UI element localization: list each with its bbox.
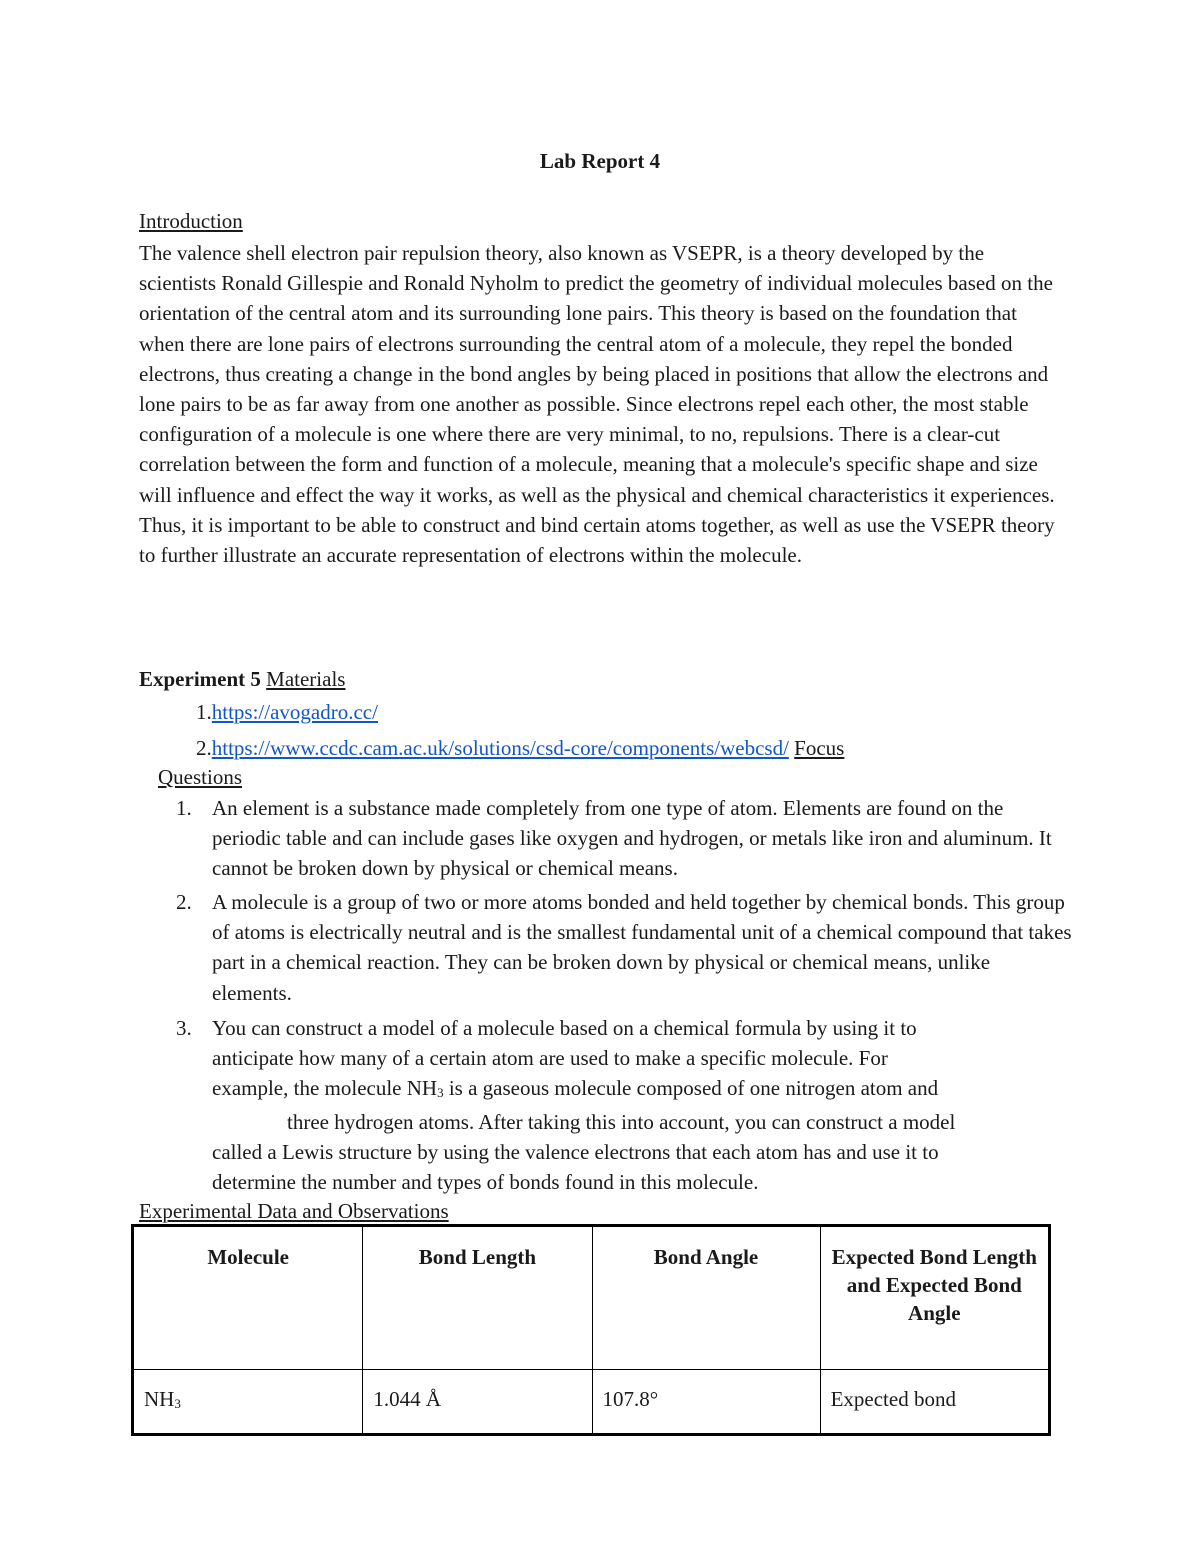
question-text-3: [212, 1013, 1072, 1197]
material-item-1: [196, 697, 378, 727]
cell-molecule: [133, 1370, 363, 1435]
question-text-2: A molecule is a group of two or more atoms bonded and held together by chemical bonds. This group of atoms is electrically neutral and is the smallest fundamental unit of a chemical compound that takes part in a chemical reaction. They can be broken down by physical or chemical means, unlike elements.: [212, 890, 1072, 1005]
material-item-2: [196, 733, 844, 763]
question-3-line: [212, 1073, 1072, 1106]
data-table: [131, 1224, 1051, 1436]
subscript: 3: [437, 1085, 444, 1101]
questions-heading: Questions: [158, 765, 242, 789]
question-3-line: anticipate how many of a certain atom are used to make a specific molecule. For: [212, 1046, 888, 1071]
cell-expected: Expected bond: [820, 1370, 1049, 1435]
material-link-webcsd[interactable]: https://www.ccdc.cam.ac.uk/solutions/csd-core/components/webcsd/: [211, 736, 789, 760]
material-link-avogadro[interactable]: https://avogadro.cc/: [211, 700, 378, 724]
introduction-body: [139, 238, 1064, 570]
question-number-2: 2.: [176, 890, 192, 914]
subscript: 3: [174, 1396, 181, 1411]
question-number-3: 3.: [176, 1016, 192, 1040]
question-3-line: called a Lewis structure by using the valence electrons that each atom has and use it to: [212, 1139, 939, 1164]
material-number: 1.: [196, 700, 212, 724]
cell-bond-angle: 107.8°: [592, 1370, 820, 1435]
question-3-line: You can construct a model of a molecule based on a chemical formula by using it to: [212, 1016, 917, 1040]
column-header-bond-angle: Bond Angle: [592, 1226, 820, 1370]
column-header-expected: Expected Bond Length and Expected Bond Angle: [820, 1226, 1049, 1370]
molecule-formula: NH: [144, 1387, 175, 1411]
column-header-bond-length: Bond Length: [363, 1226, 592, 1370]
question-3-text: example, the molecule NH: [212, 1076, 438, 1101]
table-header-row: [133, 1226, 1050, 1370]
question-number-1: 1.: [176, 796, 192, 820]
document-title: Lab Report 4: [539, 149, 661, 173]
material-number: 2.: [196, 736, 212, 760]
cell-bond-length: 1.044 Å: [363, 1370, 592, 1435]
question-3-line: determine the number and types of bonds found in this molecule.: [212, 1170, 759, 1195]
experiment-heading: [139, 664, 345, 694]
experiment-label: Experiment 5: [139, 667, 261, 691]
materials-label: Materials: [266, 667, 346, 691]
introduction-paragraph: The valence shell electron pair repulsion theory, also known as VSEPR, is a theory developed by the scientists Ronald Gillespie and Ronald Nyholm to predict the geometry of individual molecules based on the orientation of the central atom and its surrounding lone pairs. This theory is based on the foundation that when there are lone pairs of electrons surrounding the central atom of a molecule, they repel the bonded electrons, thus creating a change in the bond angles by being placed in positions that allow the electrons and lone pairs to be as far away from one another as possible. Since electrons repel each other, the most stable configuration of a molecule is one where there are very minimal, to no, repulsions. There is a clear-cut correlation between the form and function of a molecule, meaning that a molecule's specific shape and size will influence and effect the way it works, as well as the physical and chemical characteristics it experiences. Thus, it is important to be able to construct and bind certain atoms together, as well as use the VSEPR theory to further illustrate an accurate representation of electrons within the molecule.: [139, 241, 1055, 568]
focus-word: Focus: [794, 736, 845, 760]
data-heading: Experimental Data and Observations: [139, 1199, 449, 1223]
introduction-heading: Introduction: [139, 209, 243, 233]
question-3-text: is a gaseous molecule composed of one nitrogen atom and: [443, 1076, 939, 1101]
question-3-line: three hydrogen atoms. After taking this into account, you can construct a model: [287, 1109, 956, 1134]
column-header-molecule: Molecule: [133, 1226, 363, 1370]
table-row: [133, 1370, 1050, 1435]
question-text-1: An element is a substance made completely from one type of atom. Elements are found on the periodic table and can include gases like oxygen and hydrogen, or metals like iron and aluminum. It cannot be broken down by physical or chemical means.: [212, 796, 1052, 881]
